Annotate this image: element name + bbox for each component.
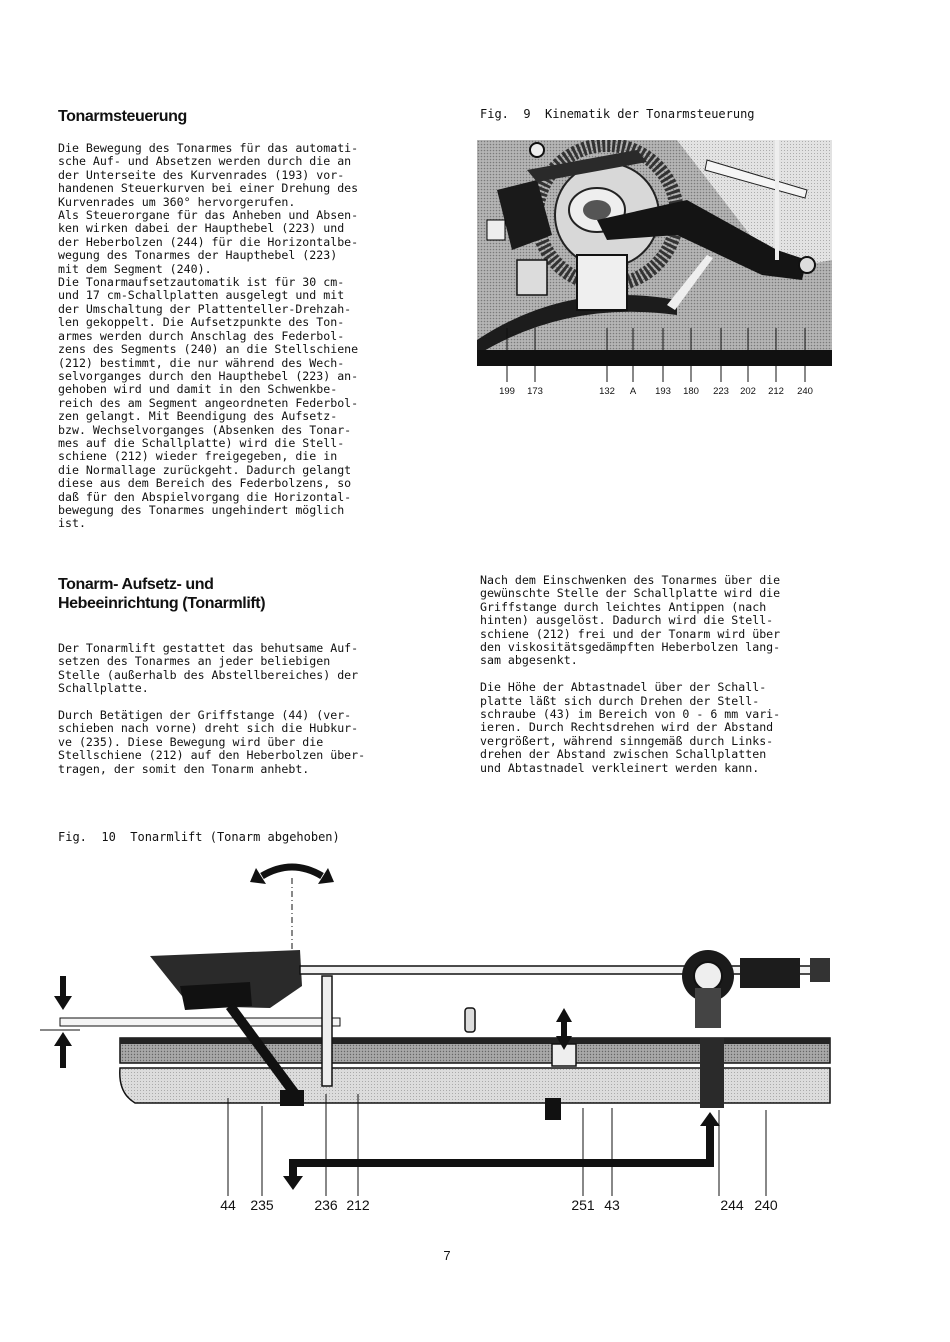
figure-9-label: 132 xyxy=(599,386,615,397)
figure-9-label: 212 xyxy=(768,386,784,397)
paragraph-tonarmlift-left: Der Tonarmlift gestattet das behutsame Auf- setzen des Tonarmes an jeder beliebigen Stelle (außerhalb des Abstellbereiches) der Schallplatte. Durch Betätigen der Griffstange (44) (ver- schieben nach vorne) dreht sich die Hubkur- ve (235). Diese Bewegung wird über die Stellschiene (212) auf den Heberbolzen über- tragen, der somit den Tonarm anhebt. xyxy=(58,641,366,776)
figure-9-caption: Fig. 9 Kinematik der Tonarmsteuerung xyxy=(480,107,755,121)
figure-10-label: 236 xyxy=(314,1197,338,1213)
figure-10-drawing xyxy=(40,858,840,1198)
figure-9-leader-lines xyxy=(477,366,832,386)
figure-10-label: 235 xyxy=(250,1197,274,1213)
figure-10-label: 44 xyxy=(220,1197,236,1213)
section-heading-tonarmlift-line1: Tonarm- Aufsetz- und xyxy=(58,576,214,593)
figure-9-label: 240 xyxy=(797,386,813,397)
figure-10-label: 212 xyxy=(346,1197,370,1213)
figure-9-label: 202 xyxy=(740,386,756,397)
figure-10-label: 43 xyxy=(604,1197,620,1213)
section-heading-tonarmlift-line2: Hebeeinrichtung (Tonarmlift) xyxy=(58,595,266,612)
figure-10-label: 251 xyxy=(571,1197,595,1213)
figure-9-label: 180 xyxy=(683,386,699,397)
figure-9-photo xyxy=(477,140,832,366)
figure-9-label: 199 xyxy=(499,386,515,397)
figure-9-label: 223 xyxy=(713,386,729,397)
figure-9-label: A xyxy=(629,386,637,397)
page-number: 7 xyxy=(443,1248,451,1263)
figure-10-label: 244 xyxy=(720,1197,744,1213)
section-heading-tonarmsteuerung: Tonarmsteuerung xyxy=(58,108,187,125)
figure-10-label: 240 xyxy=(754,1197,778,1213)
paragraph-tonarmsteuerung: Die Bewegung des Tonarmes für das automati- sche Auf- und Absetzen werden durch die an der Unterseite des Kurvenrades (193) vor- handenen Steuerkurven bei einer Drehung des Kurvenrades um 360° hervorgerufen. Als Steuerorgane für das Anheben und Absen- ken wirken dabei der Haupthebel (223) und der Heberbolzen (244) für die Horizontalbe- wegung des Tonarmes der Haupthebel (223) mit dem Segment (240). Die Tonarmaufsetzautomatik ist für 30 cm- und 17 cm-Schallplatten ausgelegt und mit der Umschaltung der Plattenteller-Drehzah- len gekoppelt. Die Aufsetzpunkte des Ton- armes werden durch Anschlag des Federbol- zens des Segments (240) an die Stellschiene (212) bestimmt, die nur während des Wech- selvorganges durch den Haupthebel (223) an- gehoben wird und damit in den Schwenkbe- reich des am Segment angeordneten Federbol- zen gelangt. Mit Beendigung des Aufsetz- bzw. Wechselvorganges (Absenken des Tonar- mes auf die Schallplatte) wird die Stell- schiene (212) wieder freigegeben, die in die Normallage zurückgeht. Dadurch gelangt diese aus dem Bereich des Federbolzens, so daß für den Abspielvorgang die Horizontal- bewegung des Tonarmes ungehindert möglich ist. xyxy=(58,141,359,531)
figure-9-label: 193 xyxy=(655,386,671,397)
figure-9-label: 173 xyxy=(527,386,543,397)
paragraph-tonarmlift-right: Nach dem Einschwenken des Tonarmes über die gewünschte Stelle der Schallplatte wird die Griffstange durch leichtes Antippen (nach hinten) ausgelöst. Dadurch wird die Stell- schiene (212) frei und der Tonarm wird über den viskositätsgedämpften Heberbolzen lang- sam abgesenkt. Die Höhe der Abtastnadel über der Schall- platte läßt sich durch Drehen der Stell- schraube (43) im Bereich von 0 - 6 mm vari- ieren. Durch Rechtsdrehen wird der Abstand vergrößert, während sinngemäß durch Links- drehen der Abstand zwischen Schallplatten und Abtastnadel verkleinert werden kann. xyxy=(480,573,781,775)
figure-10-caption: Fig. 10 Tonarmlift (Tonarm abgehoben) xyxy=(58,830,340,844)
